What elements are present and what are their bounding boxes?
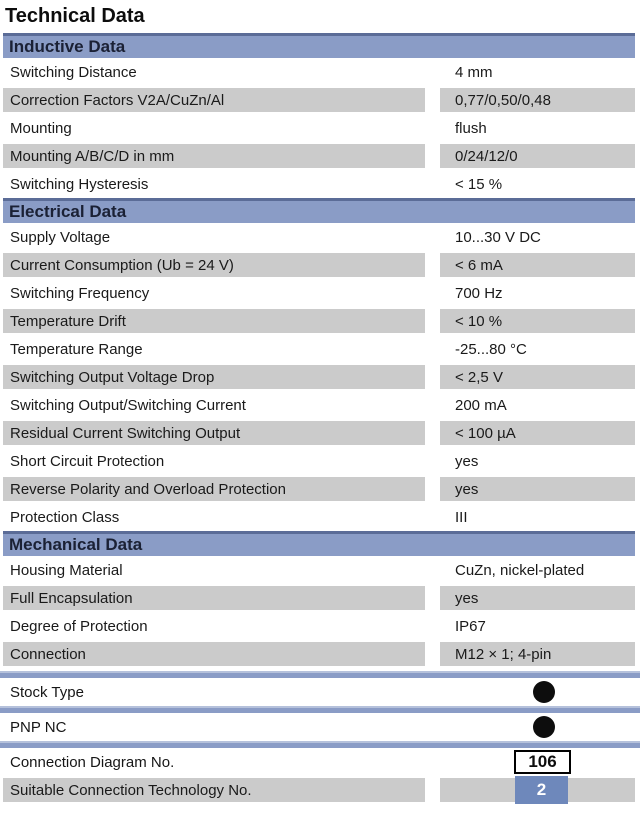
row-label: Switching Hysteresis [10,175,149,193]
section-header-mechanical-data [3,531,635,556]
table-row [0,58,640,86]
table-row [0,612,640,640]
table-row [0,279,640,307]
row-value: -25...80 °C [455,340,527,358]
row-value: 4 mm [455,63,493,81]
table-row [0,640,640,668]
row-value: III [455,508,468,526]
connection-diagram-number-badge: 106 [514,750,571,774]
row-label: Switching Output/Switching Current [10,396,246,414]
row-label: Switching Frequency [10,284,150,302]
row-label: Mounting A/B/C/D in mm [3,144,425,168]
row-value: 0,77/0,50/0,48 [440,88,635,112]
row-label: Stock Type [10,683,84,701]
section-header-electrical-data [3,198,635,223]
table-row [0,223,640,251]
table-row-connection-diagram [0,748,640,776]
row-value: IP67 [455,617,486,635]
row-value: yes [455,452,479,470]
row-label: Supply Voltage [10,228,111,246]
row-label: Temperature Drift [3,309,425,333]
row-label: Switching Output Voltage Drop [3,365,425,389]
table-row [0,363,640,391]
row-label: Short Circuit Protection [10,452,165,470]
row-value: flush [455,119,487,137]
row-label: Reverse Polarity and Overload Protection [3,477,425,501]
row-value: yes [440,586,635,610]
section-title: Mechanical Data [9,535,143,554]
section-header-inductive-data [3,33,635,58]
connection-technology-number-badge: 2 [515,776,568,804]
table-row [0,142,640,170]
separator-bar [0,671,640,678]
row-value: 700 Hz [455,284,503,302]
table-row-stock-type [0,678,640,706]
table-row-connection-technology [0,776,640,804]
row-value: < 10 % [440,309,635,333]
table-row [0,251,640,279]
row-label: Mounting [10,119,72,137]
table-row [0,86,640,114]
row-value: < 100 µA [440,421,635,445]
table-row-pnp-nc [0,713,640,741]
filled-dot-icon [533,716,555,738]
row-value: < 15 % [455,175,503,193]
table-row [0,584,640,612]
table-row [0,391,640,419]
table-row [0,556,640,584]
row-value: yes [440,477,635,501]
row-label: Switching Distance [10,63,137,81]
row-value: 10...30 V DC [455,228,541,246]
section-title: Electrical Data [9,202,127,221]
row-value: 0/24/12/0 [440,144,635,168]
separator-bar [0,706,640,713]
row-label: Connection [3,642,425,666]
row-label: Correction Factors V2A/CuZn/Al [3,88,425,112]
table-row [0,503,640,531]
table-row [0,419,640,447]
row-value: < 6 mA [440,253,635,277]
section-title: Inductive Data [9,37,126,56]
row-value: CuZn, nickel-plated [455,561,585,579]
table-row [0,335,640,363]
row-label: Residual Current Switching Output [3,421,425,445]
table-row [0,307,640,335]
row-label: Connection Diagram No. [10,753,175,771]
separator-bar [0,741,640,748]
row-label: Suitable Connection Technology No. [3,778,425,802]
row-label: Protection Class [10,508,120,526]
table-row [0,475,640,503]
table-row [0,170,640,198]
table-row [0,114,640,142]
table-row [0,447,640,475]
page-title: Technical Data [5,5,145,27]
row-label: Housing Material [10,561,123,579]
row-value: M12 × 1; 4-pin [440,642,635,666]
row-value: 200 mA [455,396,507,414]
row-label: Degree of Protection [10,617,148,635]
row-label: PNP NC [10,718,67,736]
filled-dot-icon [533,681,555,703]
row-label: Temperature Range [10,340,143,358]
row-label: Current Consumption (Ub = 24 V) [3,253,425,277]
row-value: < 2,5 V [440,365,635,389]
row-label: Full Encapsulation [3,586,425,610]
